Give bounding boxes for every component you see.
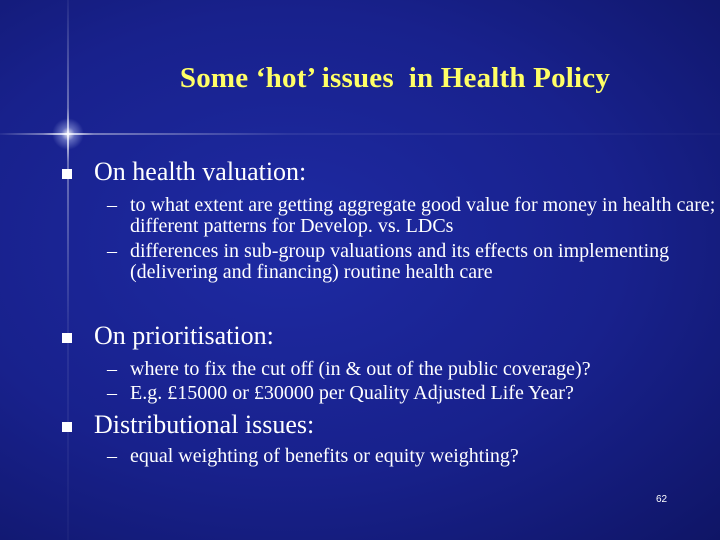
sub-item-text: where to fix the cut off (in & out of the public coverage)? [130, 358, 591, 380]
sub-item-text: equal weighting of benefits or equity weighting? [130, 445, 519, 467]
dash-icon: – [107, 358, 117, 380]
sub-item-text: to what extent are getting aggregate good value for money in health care; different patterns for Develop. vs. LDCs [130, 194, 716, 237]
bullet-text: Distributional issues: [94, 410, 315, 439]
sub-item [98, 241, 720, 283]
sub-item [98, 195, 720, 237]
sub-item-text: differences in sub-group valuations and its effects on implementing (delivering and financing) routine health care [130, 240, 670, 283]
sub-item [98, 383, 720, 404]
sparkle-glow [52, 118, 84, 150]
slide-title: Some ‘hot’ issues in Health Policy [179, 62, 611, 94]
sub-item [98, 446, 720, 467]
square-bullet-icon [62, 169, 72, 179]
dash-icon: – [107, 240, 117, 262]
sparkle-horizontal-line [0, 133, 720, 135]
sub-item [98, 359, 720, 380]
dash-icon: – [107, 382, 117, 404]
sub-item-text: E.g. £15000 or £30000 per Quality Adjusted Life Year? [130, 382, 574, 404]
dash-icon: – [107, 445, 117, 467]
bullet-text: On health valuation: [94, 157, 307, 186]
bullet-prioritisation [62, 321, 274, 351]
square-bullet-icon [62, 333, 72, 343]
square-bullet-icon [62, 422, 72, 432]
bullet-text: On prioritisation: [94, 321, 274, 350]
bullet-health-valuation [62, 157, 306, 187]
bullet-distributional [62, 410, 314, 440]
dash-icon: – [107, 194, 117, 216]
page-number: 62 [656, 494, 668, 505]
